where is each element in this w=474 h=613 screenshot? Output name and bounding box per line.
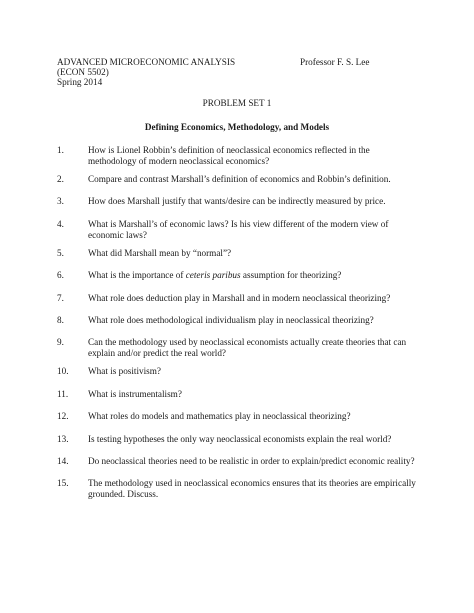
- question-line: What role does deduction play in Marshall and in modern neoclassical theorizing?: [88, 293, 391, 303]
- course-code: (ECON 5502): [57, 67, 109, 77]
- question-line: The methodology used in neoclassical economics ensures that its theories are empirically: [88, 478, 416, 488]
- question-number: 15.: [57, 478, 69, 488]
- question-line: What role does methodological individualism play in neoclassical theorizing?: [88, 315, 374, 325]
- question-text-italic: ceteris paribus: [185, 270, 241, 280]
- question-line: What roles do models and mathematics play in neoclassical theorizing?: [88, 411, 351, 421]
- question-line: Is testing hypotheses the only way neoclassical economists explain the real world?: [88, 434, 392, 444]
- professor-name: Professor F. S. Lee: [300, 57, 370, 67]
- question-text: [88, 315, 443, 326]
- question-text: [88, 270, 443, 281]
- question-number: 13.: [57, 434, 69, 444]
- question-text: [88, 293, 443, 304]
- question-text: [88, 145, 443, 167]
- question-text: [88, 434, 443, 445]
- question-text: [88, 411, 443, 422]
- question-number: 5.: [57, 248, 64, 258]
- question-number: 6.: [57, 270, 64, 280]
- question-text: [88, 366, 443, 377]
- question-text: [88, 389, 443, 400]
- question-line: explain and/or predict the real world?: [88, 348, 227, 358]
- question-line: What is positivism?: [88, 366, 161, 376]
- question-line: Do neoclassical theories need to be realistic in order to explain/predict economic reality?: [88, 456, 415, 466]
- question-number: 1.: [57, 145, 64, 155]
- term: Spring 2014: [57, 77, 103, 87]
- course-title: ADVANCED MICROECONOMIC ANALYSIS: [57, 57, 236, 67]
- question-text: [88, 174, 443, 185]
- question-number: 12.: [57, 411, 69, 421]
- question-number: 8.: [57, 315, 64, 325]
- question-line: What is instrumentalism?: [88, 389, 182, 399]
- question-number: 7.: [57, 293, 64, 303]
- question-number: 11.: [57, 389, 69, 399]
- question-number: 14.: [57, 456, 69, 466]
- question-line: Can the methodology used by neoclassical economists actually create theories that can: [88, 337, 407, 347]
- question-line: methodology of modern neoclassical economics?: [88, 156, 270, 166]
- question-text: [88, 196, 443, 207]
- question-text: [88, 456, 443, 467]
- question-line: What did Marshall mean by “normal”?: [88, 248, 232, 258]
- problem-set-subtitle: Defining Economics, Methodology, and Models: [144, 122, 330, 132]
- question-number: 9.: [57, 337, 64, 347]
- question-text: [88, 219, 443, 241]
- question-line: economic laws?: [88, 230, 147, 240]
- question-number: 2.: [57, 174, 64, 184]
- question-line: grounded. Discuss.: [88, 489, 159, 499]
- question-text: [88, 478, 443, 500]
- question-line: How does Marshall justify that wants/desire can be indirectly measured by price.: [88, 196, 386, 206]
- question-text-pre: What is the importance of: [88, 270, 186, 280]
- question-text: [88, 248, 443, 259]
- question-line: How is Lionel Robbin’s definition of neoclassical economics reflected in the: [88, 145, 370, 155]
- course-header: [57, 57, 235, 87]
- question-number: 10.: [57, 366, 69, 376]
- problem-set-title: PROBLEM SET 1: [202, 98, 272, 108]
- question-text: [88, 337, 443, 359]
- question-number: 4.: [57, 219, 64, 229]
- question-text-post: assumption for theorizing?: [240, 270, 342, 280]
- question-number: 3.: [57, 196, 64, 206]
- question-line: What is Marshall’s of economic laws? Is his view different of the modern view of: [88, 219, 389, 229]
- question-line: Compare and contrast Marshall’s definition of economics and Robbin’s definition.: [88, 174, 391, 184]
